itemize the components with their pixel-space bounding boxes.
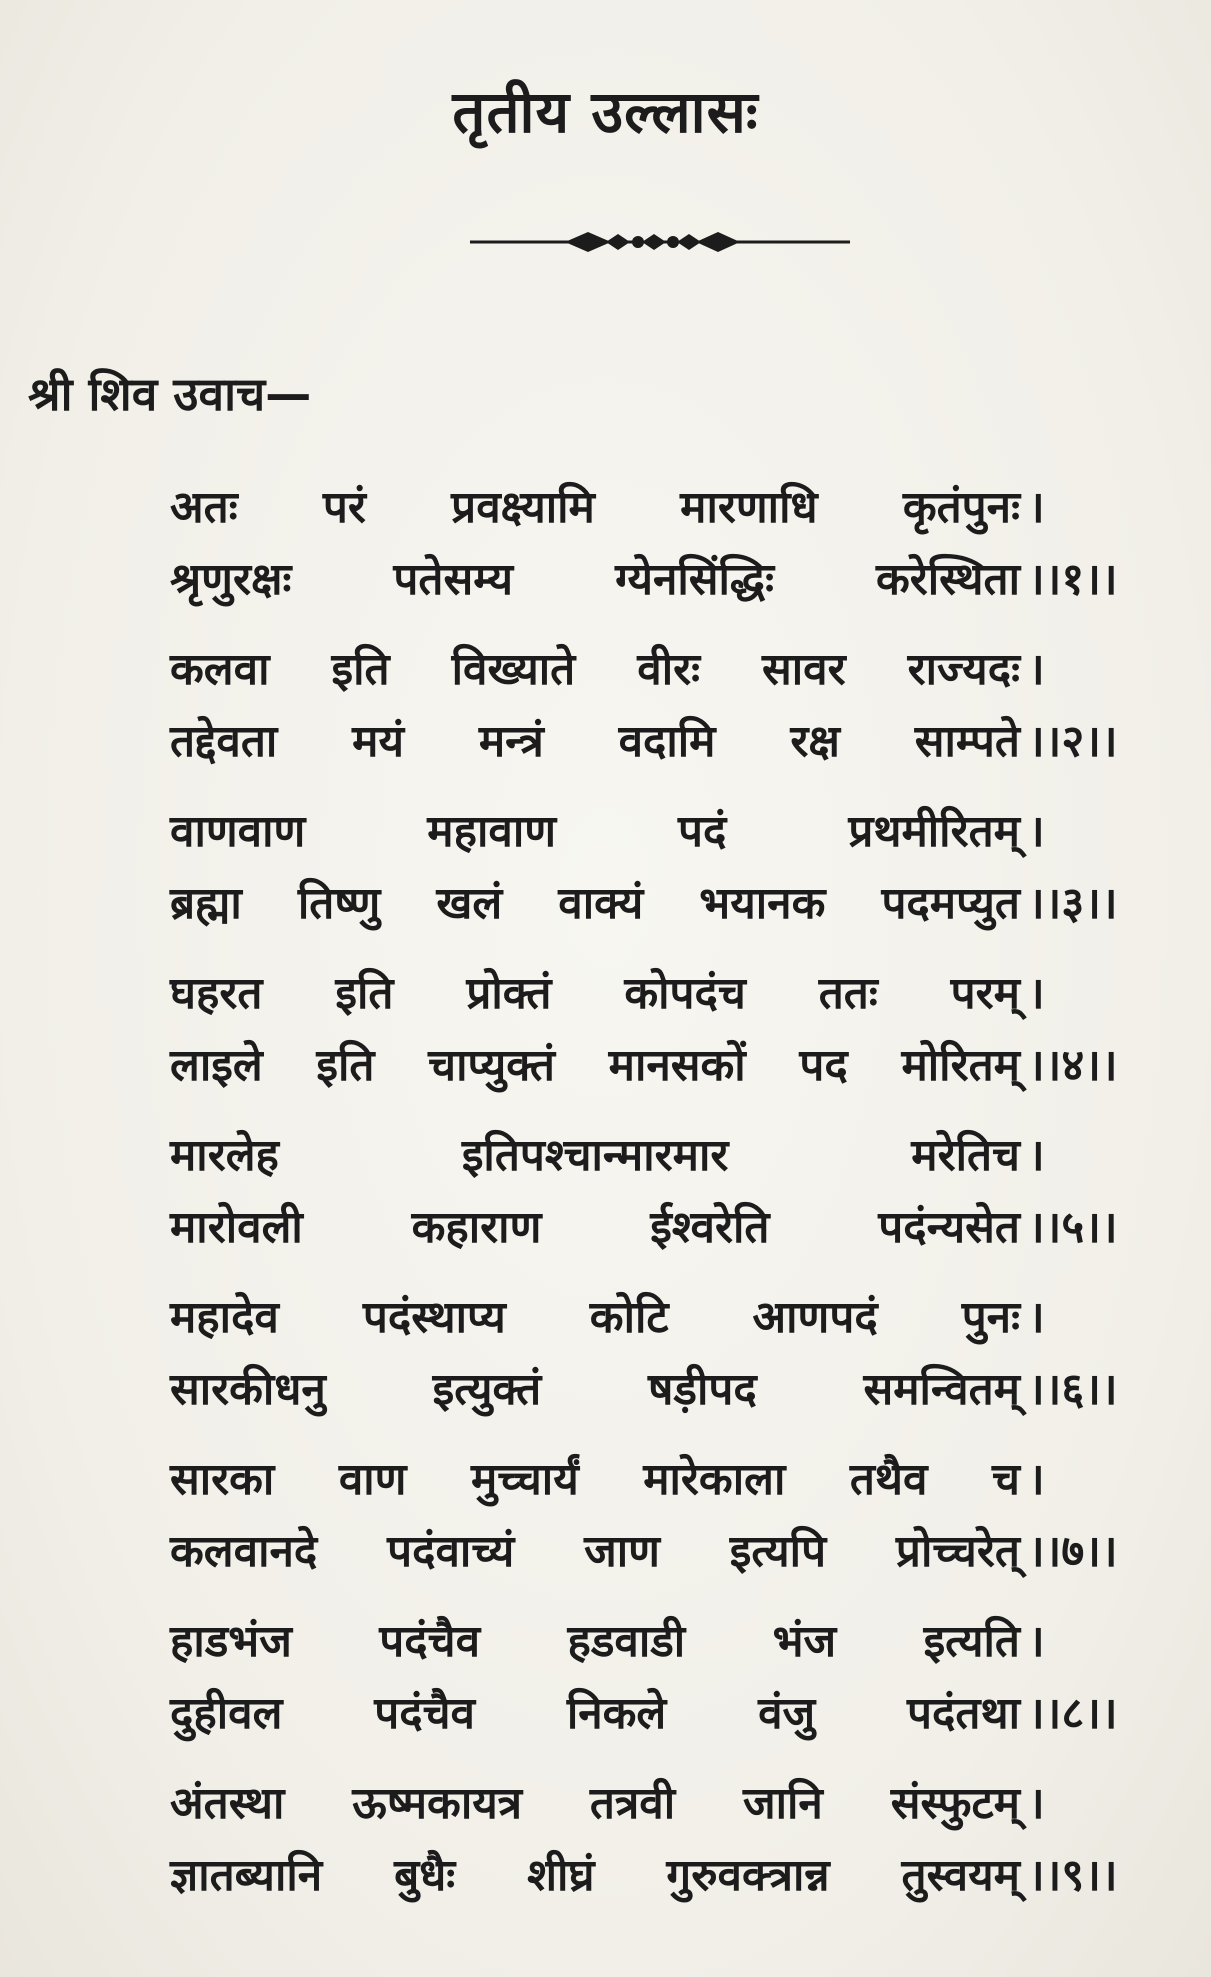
verse-word: निकले [566,1688,667,1739]
verse-word: ऊष्मकायत्र [352,1778,523,1829]
verse-word: परं [322,482,366,533]
verse-word: मारलेह [170,1130,279,1181]
verse-line [170,1354,1118,1426]
verse-end-mark: । [1028,1616,1045,1667]
verse-word: वंजु [758,1688,816,1739]
verse-word: शीघ्रं [527,1850,595,1901]
verse-word: भयानक [699,878,826,929]
verse-6 [170,1282,1140,1444]
verse-word: ब्रह्मा [170,878,242,929]
verse-word: पदं [678,806,727,857]
verse-2 [170,634,1140,796]
verse-word: करेस्थिता [875,554,1020,605]
verse-line [170,1678,1118,1750]
verse-5 [170,1120,1140,1282]
verse-line [170,1606,1045,1678]
verse-word: महादेव [170,1292,279,1343]
verse-word: इति [331,644,390,695]
verse-word: जानि [742,1778,823,1829]
verse-word: प्रोच्चरेत् [895,1526,1020,1577]
verse-word: संस्फुटम् [890,1778,1020,1829]
verse-end-mark: ।।६।। [1028,1364,1118,1415]
verse-7 [170,1444,1140,1606]
verse-end-mark: । [1028,1130,1045,1181]
verse-word: इति [335,968,394,1019]
verse-word: सारका [170,1454,275,1505]
verse-line [170,1120,1045,1192]
verse-word: अंतस्था [170,1778,285,1829]
verse-line [170,1768,1045,1840]
verse-word: तुस्वयम् [901,1850,1020,1901]
verse-word: पदंचैव [374,1688,475,1739]
verse-word: मोरितम् [901,1040,1020,1091]
verse-word: च [991,1454,1020,1505]
verse-word: मारोवली [170,1202,303,1253]
verse-line [170,706,1118,778]
verse-word: पदंवाच्यं [387,1526,515,1577]
verse-word: अतः [170,482,238,533]
verse-line [170,1444,1045,1516]
verse-word: सारकीधनु [170,1364,326,1415]
verse-word: इतिपश्चान्मारमार [461,1130,729,1181]
verse-line [170,1192,1118,1264]
verse-word: वाक्यं [558,878,644,929]
verse-word: गुरुवक्त्रान्न [666,1850,830,1901]
verse-word: मन्त्रं [478,716,544,767]
verse-line [170,544,1118,616]
verse-word: समन्वितम् [863,1364,1020,1415]
verse-end-mark: ।।९।। [1028,1850,1118,1901]
verse-end-mark: ।।५।। [1028,1202,1118,1253]
verse-line [170,1840,1118,1912]
verse-word: तथैव [849,1454,928,1505]
verse-word: साम्पते [914,716,1020,767]
verse-1 [170,472,1140,634]
verse-word: इत्यति [923,1616,1020,1667]
verse-word: इत्युक्तं [432,1364,542,1415]
verse-word: पदंस्थाप्य [362,1292,506,1343]
verse-word: ततः [818,968,878,1019]
verse-word: पदमप्युत [881,878,1020,929]
verse-word: कोटि [589,1292,669,1343]
verse-line [170,634,1045,706]
verse-word: प्रथमीरितम् [848,806,1020,857]
verse-word: लाइले [170,1040,263,1091]
verse-line [170,868,1118,940]
verse-4 [170,958,1140,1120]
verse-word: षड़ीपद [647,1364,757,1415]
verse-word: घहरत [170,968,263,1019]
verse-end-mark: । [1028,644,1045,695]
speaker-heading: श्री शिव उवाच— [28,367,312,421]
verse-end-mark: । [1028,1454,1045,1505]
verse-word: ग्येनसिंद्धिः [615,554,774,605]
verse-word: कलवानदे [170,1526,318,1577]
verse-word: मानसकों [608,1040,746,1091]
verse-word: मयं [352,716,404,767]
verse-word: ईश्वरेति [650,1202,770,1253]
verse-end-mark: । [1028,806,1045,857]
verse-line [170,796,1045,868]
verse-end-mark: । [1028,1778,1045,1829]
verse-word: बुधैः [394,1850,456,1901]
verse-word: भंज [772,1616,837,1667]
verse-word: मरेतिच [911,1130,1020,1181]
verse-line [170,958,1045,1030]
verse-word: कहाराण [411,1202,542,1253]
verse-word: वाणवाण [170,806,306,857]
verse-word: तिष्णु [297,878,381,929]
verse-word: कलवा [170,644,270,695]
divider-ornament [470,222,850,262]
verse-word: पुनः [961,1292,1020,1343]
verse-word: मारेकाला [643,1454,786,1505]
verse-8 [170,1606,1140,1768]
verse-word: खलं [436,878,503,929]
verse-word: कोपदंच [624,968,746,1019]
verse-word: तत्रवी [589,1778,676,1829]
verse-word: दुहीवल [170,1688,283,1739]
verse-9 [170,1768,1140,1930]
verse-word: विख्याते [451,644,576,695]
verse-word: पद [799,1040,848,1091]
verse-word: ज्ञातब्यानि [170,1850,323,1901]
verse-word: हाडभंज [170,1616,292,1667]
verse-line [170,1030,1118,1102]
verse-word: इत्यपि [729,1526,827,1577]
verse-end-mark: ।।४।। [1028,1040,1118,1091]
verse-word: प्रोक्तं [466,968,552,1019]
verse-word: मारणाधि [680,482,818,533]
verse-word: महावाण [427,806,557,857]
verse-line [170,1516,1118,1588]
verse-word: वाण [338,1454,407,1505]
verse-end-mark: । [1028,1292,1045,1343]
verse-list [170,472,1140,1930]
verse-word: पदंचैव [379,1616,481,1667]
verse-3 [170,796,1140,958]
verse-word: हडवाडी [567,1616,686,1667]
verse-word: आणपदं [752,1292,878,1343]
verse-end-mark: । [1028,968,1045,1019]
verse-word: पतेसम्य [393,554,514,605]
verse-word: रक्ष [790,716,840,767]
chapter-title: तृतीय उल्लासः [452,78,759,146]
verse-line [170,1282,1045,1354]
verse-word: प्रवक्ष्यामि [451,482,595,533]
verse-word: सावर [762,644,846,695]
verse-word: वीरः [637,644,700,695]
verse-end-mark: ।।३।। [1028,878,1118,929]
verse-end-mark: ।।७।। [1028,1526,1118,1577]
verse-word: कृतंपुनः [902,482,1020,533]
verse-word: पदंतथा [907,1688,1020,1739]
verse-word: तद्देवता [170,716,278,767]
verse-word: श्रृणुरक्षः [170,554,292,605]
verse-end-mark: ।।१।। [1028,554,1118,605]
verse-end-mark: ।।२।। [1028,716,1118,767]
verse-word: चाप्युक्तं [428,1040,555,1091]
verse-word: इति [316,1040,375,1091]
verse-word: पदंन्यसेत [878,1202,1020,1253]
verse-end-mark: ।।८।। [1028,1688,1118,1739]
verse-word: मुच्चार्यं [470,1454,579,1505]
verse-line [170,472,1045,544]
verse-word: राज्यदः [907,644,1020,695]
verse-word: जाण [584,1526,660,1577]
verse-end-mark: । [1028,482,1045,533]
verse-word: वदामि [618,716,716,767]
verse-word: परम् [950,968,1020,1019]
